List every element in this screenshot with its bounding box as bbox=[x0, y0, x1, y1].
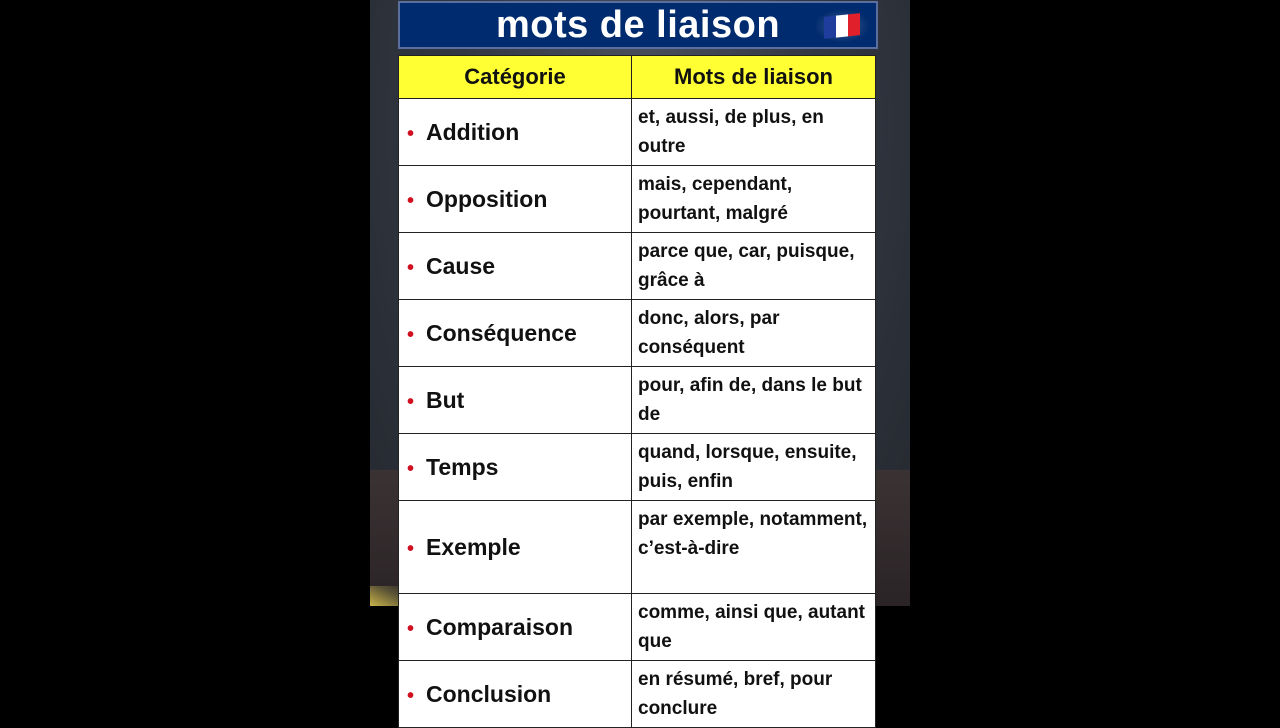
french-flag-icon bbox=[814, 9, 870, 43]
words-cell: pour, afin de, dans le but de bbox=[632, 367, 876, 434]
table-row bbox=[399, 661, 876, 728]
bullet-icon: • bbox=[407, 617, 415, 640]
bullet-icon: • bbox=[407, 122, 415, 145]
bullet-icon: • bbox=[407, 457, 415, 480]
category-label: Opposition bbox=[426, 185, 548, 212]
bullet-icon: • bbox=[407, 189, 415, 212]
table-row bbox=[399, 501, 876, 594]
category-label: But bbox=[426, 386, 465, 413]
category-cell bbox=[399, 661, 632, 728]
words-cell: et, aussi, de plus, en outre bbox=[632, 99, 876, 166]
category-cell bbox=[399, 99, 632, 166]
bullet-icon: • bbox=[407, 684, 415, 707]
words-cell: quand, lorsque, ensuite, puis, enfin bbox=[632, 434, 876, 501]
bullet-icon: • bbox=[407, 390, 415, 413]
header-category: Catégorie bbox=[399, 56, 632, 99]
category-cell bbox=[399, 300, 632, 367]
category-label: Conséquence bbox=[426, 319, 577, 346]
words-cell: en résumé, bref, pour conclure bbox=[632, 661, 876, 728]
table-row bbox=[399, 367, 876, 434]
table-header-row bbox=[399, 56, 876, 99]
category-label: Conclusion bbox=[426, 680, 552, 707]
table-row bbox=[399, 99, 876, 166]
liaison-table bbox=[398, 55, 875, 728]
table-row bbox=[399, 434, 876, 501]
bullet-icon: • bbox=[407, 537, 415, 560]
table-row bbox=[399, 166, 876, 233]
words-cell: comme, ainsi que, autant que bbox=[632, 594, 876, 661]
category-label: Exemple bbox=[426, 533, 521, 560]
category-cell bbox=[399, 594, 632, 661]
words-cell: parce que, car, puisque, grâce à bbox=[632, 233, 876, 300]
words-cell: donc, alors, par conséquent bbox=[632, 300, 876, 367]
category-cell bbox=[399, 233, 632, 300]
category-cell bbox=[399, 501, 632, 594]
category-label: Addition bbox=[426, 118, 520, 145]
category-cell bbox=[399, 434, 632, 501]
header-words: Mots de liaison bbox=[632, 56, 876, 99]
category-label: Comparaison bbox=[426, 613, 573, 640]
table-row bbox=[399, 594, 876, 661]
category-label: Cause bbox=[426, 252, 496, 279]
category-label: Temps bbox=[426, 453, 499, 480]
table-row bbox=[399, 300, 876, 367]
page-title: mots de liaison bbox=[495, 3, 781, 46]
table-row bbox=[399, 233, 876, 300]
title-banner bbox=[398, 1, 878, 49]
category-cell bbox=[399, 367, 632, 434]
category-cell bbox=[399, 166, 632, 233]
words-cell: par exemple, notamment, c’est-à-dire bbox=[632, 501, 876, 594]
words-cell: mais, cependant, pourtant, malgré bbox=[632, 166, 876, 233]
bullet-icon: • bbox=[407, 323, 415, 346]
bullet-icon: • bbox=[407, 256, 415, 279]
